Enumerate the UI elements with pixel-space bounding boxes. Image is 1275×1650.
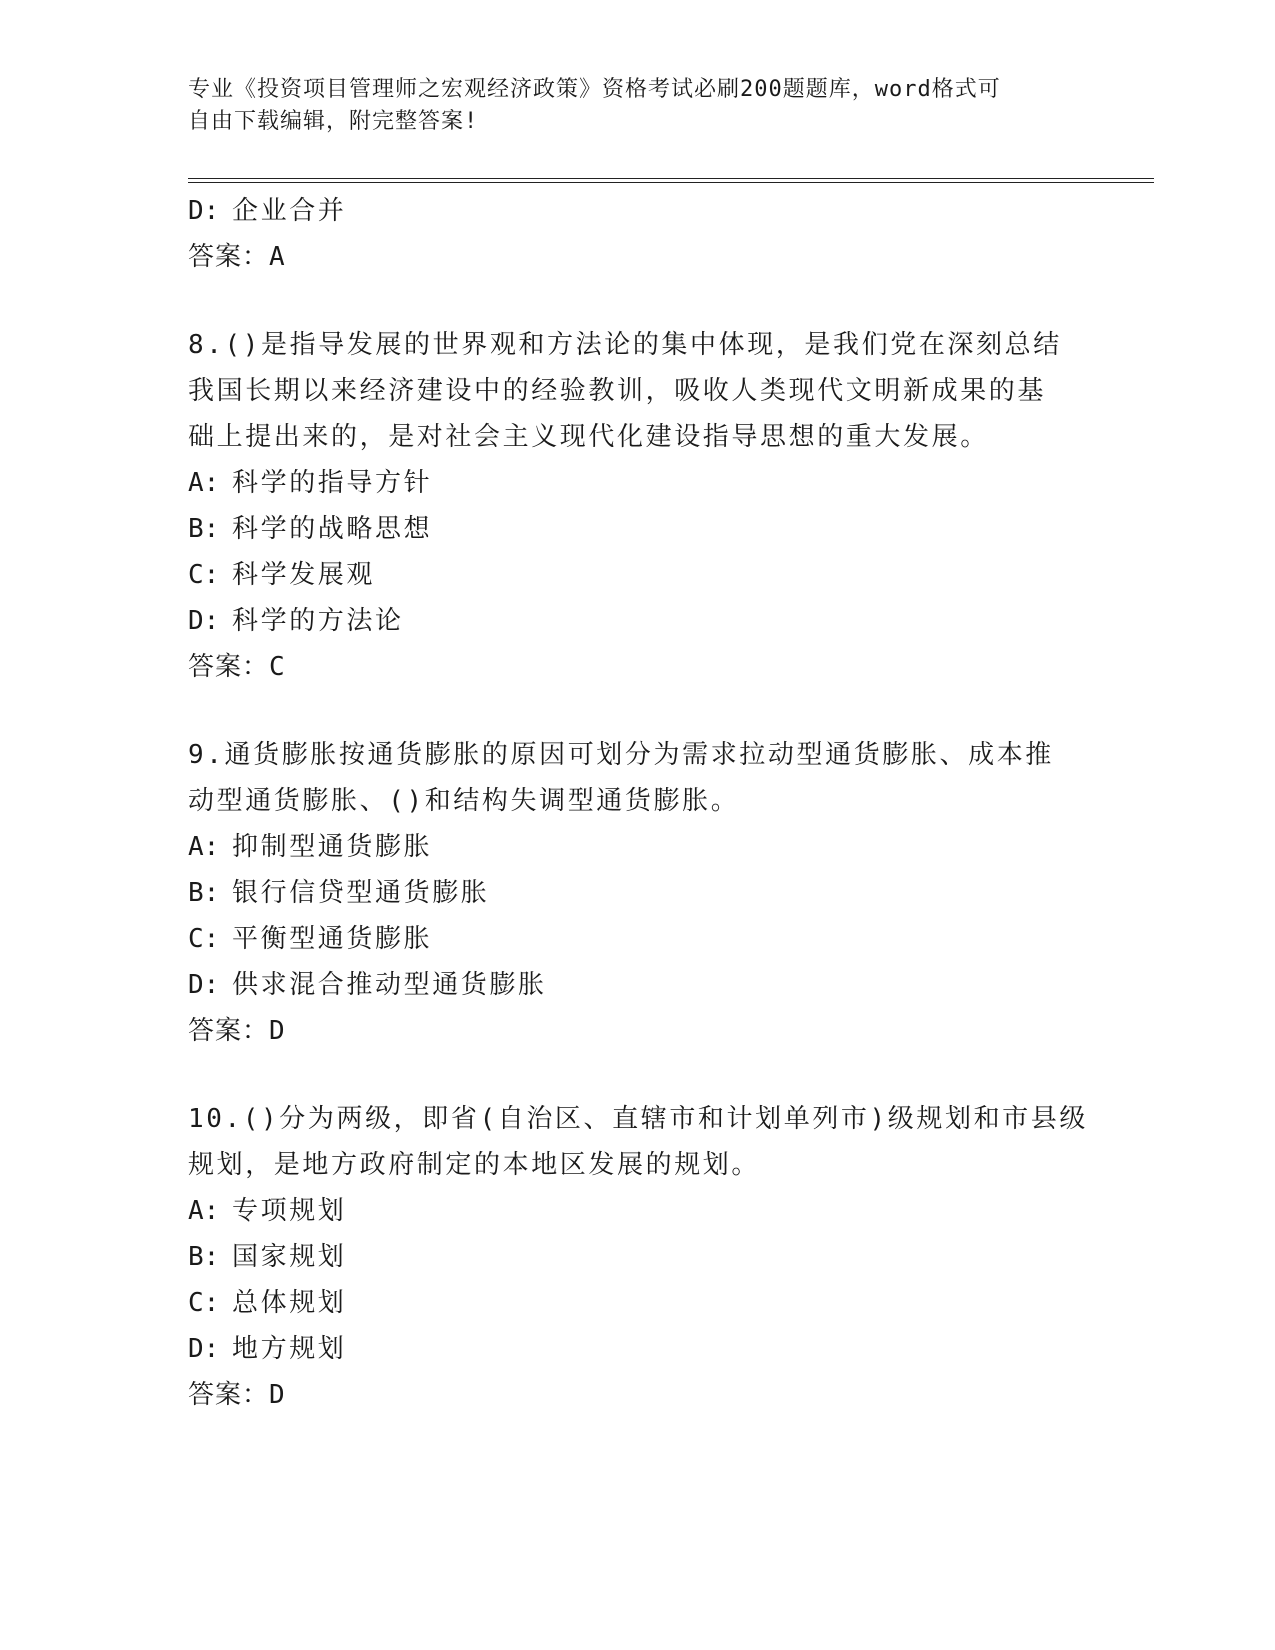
- stem-line: 10.()分为两级，即省(自治区、直辖市和计划单列市)级规划和市县级: [188, 1104, 1088, 1134]
- option-text: 科学发展观: [232, 560, 376, 590]
- answer: 答案：D: [188, 1016, 286, 1046]
- option-text: 供求混合推动型通货膨胀: [232, 970, 547, 1000]
- option-label: D:: [188, 1334, 220, 1364]
- option-text: 总体规划: [232, 1288, 347, 1318]
- carryover-question: [188, 188, 1088, 280]
- header-rule-bottom: [188, 182, 1154, 183]
- stem-line: 9.通货膨胀按通货膨胀的原因可划分为需求拉动型通货膨胀、成本推: [188, 740, 1054, 770]
- option-c: [188, 916, 1088, 962]
- option-label: D:: [188, 970, 220, 1000]
- option-text: 地方规划: [232, 1334, 347, 1364]
- option-label: A:: [188, 1196, 220, 1226]
- question-content: [188, 188, 1088, 1418]
- option-a: [188, 1188, 1088, 1234]
- option-label: B:: [188, 514, 220, 544]
- option-label: C:: [188, 560, 220, 590]
- answer: 答案：D: [188, 1380, 286, 1410]
- question-10: [188, 1096, 1088, 1418]
- option-text: 科学的方法论: [232, 606, 404, 636]
- option-text: 国家规划: [232, 1242, 347, 1272]
- option-label: D:: [188, 606, 220, 636]
- option-text: 平衡型通货膨胀: [232, 924, 433, 954]
- option-text: 科学的战略思想: [232, 514, 433, 544]
- option-text: 科学的指导方针: [232, 468, 433, 498]
- option-label: A:: [188, 468, 220, 498]
- option-d: [188, 962, 1088, 1008]
- option-d: [188, 188, 1088, 234]
- option-d: [188, 598, 1088, 644]
- question-stem: [188, 322, 1088, 460]
- option-b: [188, 1234, 1088, 1280]
- stem-line: 我国长期以来经济建设中的经验教训，吸收人类现代文明新成果的基: [188, 376, 1047, 406]
- page-header: [188, 74, 1068, 138]
- option-label: C:: [188, 924, 220, 954]
- header-line-1: 专业《投资项目管理师之宏观经济政策》资格考试必刷200题题库，word格式可: [188, 77, 1001, 102]
- option-a: [188, 460, 1088, 506]
- option-d: [188, 1326, 1088, 1372]
- header-rule-top: [188, 178, 1154, 179]
- question-stem: [188, 1096, 1088, 1188]
- option-text: 抑制型通货膨胀: [232, 832, 433, 862]
- stem-line: 础上提出来的，是对社会主义现代化建设指导思想的重大发展。: [188, 422, 989, 452]
- option-text: 银行信贷型通货膨胀: [232, 878, 490, 908]
- option-label: B:: [188, 878, 220, 908]
- option-b: [188, 506, 1088, 552]
- answer: 答案：C: [188, 652, 286, 682]
- question-stem: [188, 732, 1088, 824]
- header-line-2: 自由下载编辑，附完整答案!: [188, 109, 479, 134]
- option-b: [188, 870, 1088, 916]
- option-c: [188, 552, 1088, 598]
- option-label: D:: [188, 196, 220, 226]
- option-label: A:: [188, 832, 220, 862]
- option-a: [188, 824, 1088, 870]
- option-label: B:: [188, 1242, 220, 1272]
- option-text: 专项规划: [232, 1196, 347, 1226]
- stem-line: 规划，是地方政府制定的本地区发展的规划。: [188, 1150, 761, 1180]
- stem-line: 动型通货膨胀、()和结构失调型通货膨胀。: [188, 786, 740, 816]
- stem-line: 8.()是指导发展的世界观和方法论的集中体现，是我们党在深刻总结: [188, 330, 1062, 360]
- option-text: 企业合并: [232, 196, 347, 226]
- answer: 答案：A: [188, 242, 286, 272]
- question-8: [188, 322, 1088, 690]
- option-c: [188, 1280, 1088, 1326]
- option-label: C:: [188, 1288, 220, 1318]
- question-9: [188, 732, 1088, 1054]
